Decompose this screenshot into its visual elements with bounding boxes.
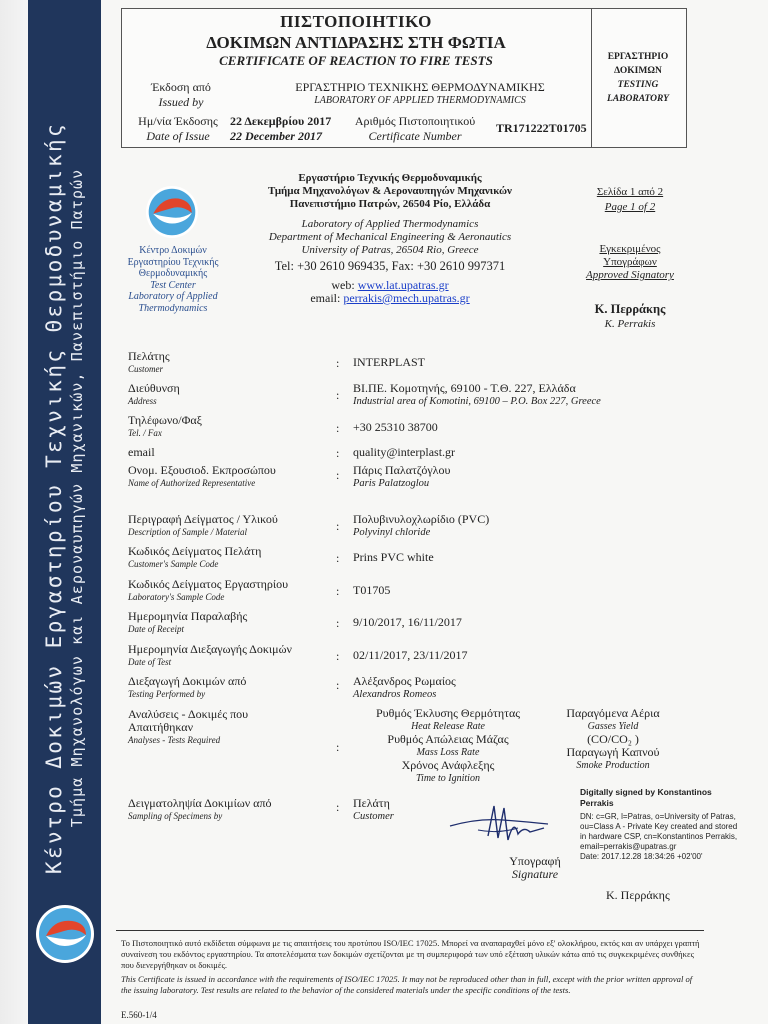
- date-label-gr: Ημ/νία Έκδοσης: [138, 114, 218, 128]
- analyses-label-2: Απαιτήθηκαν: [128, 720, 194, 734]
- cust-code-label-en: Customer's Sample Code: [128, 559, 219, 569]
- sampling-value-en: Customer: [353, 811, 394, 822]
- tti-gr: Χρόνος Ανάφλεξης: [401, 758, 495, 772]
- footer-text-en: This Certificate is issued in accordance with the requirements of ISO/IEC 17025. It may not be reproduced other than in full, except with the prior written approval of the issuing laboratory. Test results are related to the behavior of the considered materials under the specific conditions of the tests.: [121, 974, 693, 996]
- lab-contact-info: [230, 172, 550, 305]
- digital-signature-block: [580, 787, 740, 862]
- hrr-en: Heat Release Rate: [411, 721, 485, 732]
- cert-number: TR171222T01705: [496, 121, 587, 135]
- issue-date-en: 22 December 2017: [230, 129, 322, 143]
- date-label-en: Date of Issue: [146, 129, 210, 143]
- address-label: Διεύθυνση: [128, 381, 180, 395]
- issue-date: [230, 114, 340, 144]
- signatory-name-gr: Κ. Περράκης: [594, 302, 666, 316]
- lab-logo: [146, 186, 198, 238]
- web-link[interactable]: www.lat.upatras.gr: [357, 278, 449, 292]
- receipt-value: 9/10/2017, 16/11/2017: [353, 615, 462, 629]
- lab-en1: Laboratory of Applied Thermodynamics: [301, 218, 479, 230]
- tti-en: Time to Ignition: [416, 773, 480, 784]
- sample-label: Περιγραφή Δείγματος / Υλικού: [128, 512, 278, 526]
- tel-label: Τηλέφωνο/Φαξ: [128, 413, 203, 427]
- lab-gr3: Πανεπιστήμιο Πατρών, 26504 Ρίο, Ελλάδα: [289, 198, 491, 210]
- mlr-gr: Ρυθμός Απώλειας Μάζας: [387, 732, 509, 746]
- center-en1: Test Center: [150, 279, 196, 291]
- rep-label-en: Name of Authorized Representative: [128, 478, 256, 488]
- performed-label-en: Testing Performed by: [128, 689, 206, 699]
- title-greek-1: ΠΙΣΤΟΠΟΙΗΤΙΚΟ: [280, 12, 432, 31]
- date-label: [128, 114, 228, 144]
- testing-lab-en2: LABORATORY: [607, 94, 669, 104]
- customer-label-en: Customer: [128, 364, 164, 374]
- test-date-label: Ημερομηνία Διεξαγωγής Δοκιμών: [128, 642, 292, 656]
- lab-code-value: T01705: [353, 583, 391, 597]
- address-value-en: Industrial area of Komotini, 69100 – P.O. Box 227, Greece: [353, 396, 601, 407]
- sample-value-en: Polyvinyl chloride: [353, 527, 431, 538]
- sampling-label: Δειγματοληψία Δοκιμίων από: [128, 796, 272, 810]
- cust-code-value: Prins PVC white: [353, 550, 434, 564]
- signature-label: [500, 855, 570, 881]
- footer-divider: [116, 930, 704, 931]
- issued-by-en: Issued by: [158, 95, 204, 109]
- sidebar-text: [42, 8, 86, 988]
- sample-label-en: Description of Sample / Material: [128, 527, 247, 537]
- center-en2: Laboratory of Applied: [128, 291, 218, 302]
- lab-tel: Tel: +30 2610 969435, Fax: +30 2610 997371: [274, 259, 506, 273]
- sample-value-gr: Πολυβινυλοχλωρίδιο (PVC): [353, 512, 490, 526]
- lab-code-label-en: Laboratory's Sample Code: [128, 592, 225, 602]
- analyses-label-1: Αναλύσεις - Δοκιμές που: [128, 707, 249, 721]
- performed-value-gr: Αλέξανδρος Ρωμαίος: [353, 674, 456, 688]
- email-field-label: email: [128, 445, 155, 459]
- digital-sig-title: Digitally signed by Konstantinos Perrakis: [580, 787, 712, 808]
- rep-label: Ονομ. Εξουσιοδ. Εκπροσώπου: [128, 463, 276, 477]
- page-number-gr: Σελίδα 1 από 2: [596, 186, 664, 198]
- tel-label-en: Tel. / Fax: [128, 428, 162, 438]
- issued-by-label: [136, 80, 226, 110]
- gas-formula: (CO/CO₂ ): [587, 732, 639, 746]
- smoke-gr: Παραγωγή Καπνού: [566, 745, 660, 759]
- lab-gr1: Εργαστήριο Τεχνικής Θερμοδυναμικής: [298, 172, 482, 184]
- customer-value: INTERPLAST: [353, 355, 425, 369]
- page-number-en: Page 1 of 2: [604, 201, 656, 213]
- testing-lab-en1: TESTING: [617, 80, 659, 90]
- testing-lab-gr2: ΔΟΚΙΜΩΝ: [614, 66, 662, 76]
- address-value-gr: ΒΙ.ΠΕ. Κομοτηνής, 69100 - Τ.Θ. 227, Ελλάδα: [353, 381, 576, 395]
- approved-signatory: [575, 243, 685, 282]
- center-gr2: Εργαστηρίου Τεχνικής: [127, 256, 219, 268]
- rep-value-en: Paris Palatzoglou: [353, 478, 430, 489]
- page-edge: [0, 0, 28, 1024]
- sampling-label-en: Sampling of Specimens by: [128, 811, 223, 821]
- signature-name: Κ. Περράκης: [606, 888, 670, 902]
- web-label: web:: [331, 278, 355, 292]
- signatory-name-en: K. Perrakis: [604, 318, 656, 330]
- cert-label-gr: Αριθμός Πιστοποιητικού: [354, 114, 476, 128]
- receipt-label-en: Date of Receipt: [128, 624, 184, 634]
- issue-date-gr: 22 Δεκεμβρίου 2017: [230, 114, 332, 128]
- title-english: CERTIFICATE OF REACTION TO FIRE TESTS: [219, 53, 493, 68]
- email-label: email:: [310, 291, 341, 305]
- cert-number-label: [350, 114, 480, 144]
- lab-code-label: Κωδικός Δείγματος Εργαστηρίου: [128, 577, 289, 591]
- testing-lab-label: [596, 50, 680, 106]
- smoke-en: Smoke Production: [576, 760, 650, 771]
- lab-email: [230, 292, 550, 305]
- handwritten-signature: [448, 798, 558, 853]
- issuing-lab-gr: ΕΡΓΑΣΤΗΡΙΟ ΤΕΧΝΙΚΗΣ ΘΕΡΜΟΔΥΝΑΜΙΚΗΣ: [295, 80, 545, 94]
- performed-value-en: Alexandros Romeos: [353, 689, 437, 700]
- mlr-en: Mass Loss Rate: [416, 747, 480, 758]
- footer-disclaimer: [121, 938, 701, 996]
- signature-label-en: Signature: [511, 867, 559, 881]
- approved-en: Approved Signatory: [586, 269, 674, 281]
- tel-value: +30 25310 38700: [353, 420, 438, 434]
- hrr-gr: Ρυθμός Έκλυσης Θερμότητας: [375, 706, 521, 720]
- lab-en3: University of Patras, 26504 Rio, Greece: [301, 244, 479, 256]
- cert-label-en: Certificate Number: [368, 129, 462, 143]
- cust-code-label: Κωδικός Δείγματος Πελάτη: [128, 544, 262, 558]
- sidebar-line2: Τμήμα Μηχανολόγων και Αεροναυπηγών Μηχανικών, Πανεπιστήμιο Πατρών: [68, 168, 86, 828]
- test-date-value: 02/11/2017, 23/11/2017: [353, 648, 468, 662]
- signature-label-gr: Υπογραφή: [509, 854, 561, 868]
- center-gr3: Θερμοδυναμικής: [138, 268, 208, 279]
- footer-text-gr: Το Πιστοποιητικό αυτό εκδίδεται σύμφωνα με τις απαιτήσεις του προτύπου ISO/IEC 17025. Μπορεί να αναπαραχθεί μόνο εξ' ολοκλήρου, εκτός και αν υπάρχει γραπτή συναίνεση του εκδόντος εργαστηρίου. Τα αποτελέσματα των δοκιμών σχετίζονται με τη συμπεριφορά των υπό εξέταση υλικών κάτω από τις συγκεκριμένες συνθήκες που διενεργήθηκαν οι δοκιμές.: [121, 938, 700, 970]
- issuing-lab: [250, 80, 590, 106]
- document-code: E.560-1/4: [121, 1010, 157, 1020]
- lab-gr2: Τμήμα Μηχανολόγων & Αεροναυπηγών Μηχανικών: [268, 185, 512, 197]
- sidebar-logo: [36, 905, 94, 963]
- testing-lab-gr1: ΕΡΓΑΣΤΗΡΙΟ: [607, 52, 669, 62]
- email-field-value: quality@interplast.gr: [353, 445, 456, 459]
- approved-gr2: Υπογράφων: [603, 256, 657, 268]
- analyses-label-en: Analyses - Tests Required: [128, 735, 221, 745]
- sampling-value-gr: Πελάτη: [353, 796, 390, 810]
- digital-sig-dn: DN: c=GR, l=Patras, o=University of Patras, ou=Class A - Private Key created and stored in hardware CSP, cn=Konstantinos Perrakis, email=perrakis@upatras.gr: [580, 812, 738, 851]
- lab-en2: Department of Mechanical Engineering & Aeronautics: [268, 231, 512, 243]
- rep-value-gr: Πάρις Παλατζόγλου: [353, 463, 451, 477]
- test-date-label-en: Date of Test: [128, 657, 172, 667]
- address-label-en: Address: [128, 396, 157, 406]
- receipt-label: Ημερομηνία Παραλαβής: [128, 609, 248, 623]
- email-link[interactable]: perrakis@mech.upatras.gr: [343, 291, 470, 305]
- issuing-lab-en: LABORATORY OF APPLIED THERMODYNAMICS: [314, 95, 526, 106]
- customer-label: Πελάτης: [128, 349, 170, 363]
- center-gr1: Κέντρο Δοκιμών: [139, 245, 207, 256]
- header-divider: [591, 8, 592, 148]
- gas-gr: Παραγόμενα Αέρια: [566, 706, 660, 720]
- issued-by-gr: Έκδοση από: [151, 80, 211, 94]
- sidebar-line1: Κέντρο Δοκιμών Εργαστηρίου Τεχνικής Θερμοδυναμικής: [42, 121, 66, 875]
- digital-sig-date: Date: 2017.12.28 18:34:26 +02'00': [580, 852, 703, 861]
- performed-label: Διεξαγωγή Δοκιμών από: [128, 674, 247, 688]
- test-center-label: [118, 245, 228, 314]
- center-en3: Thermodynamics: [138, 302, 208, 314]
- approved-gr1: Εγκεκριμένος: [599, 243, 661, 255]
- title-greek-2: ΔΟΚΙΜΩΝ ΑΝΤΙΔΡΑΣΗΣ ΣΤΗ ΦΩΤΙΑ: [206, 33, 506, 52]
- gas-en: Gasses Yield: [587, 721, 639, 732]
